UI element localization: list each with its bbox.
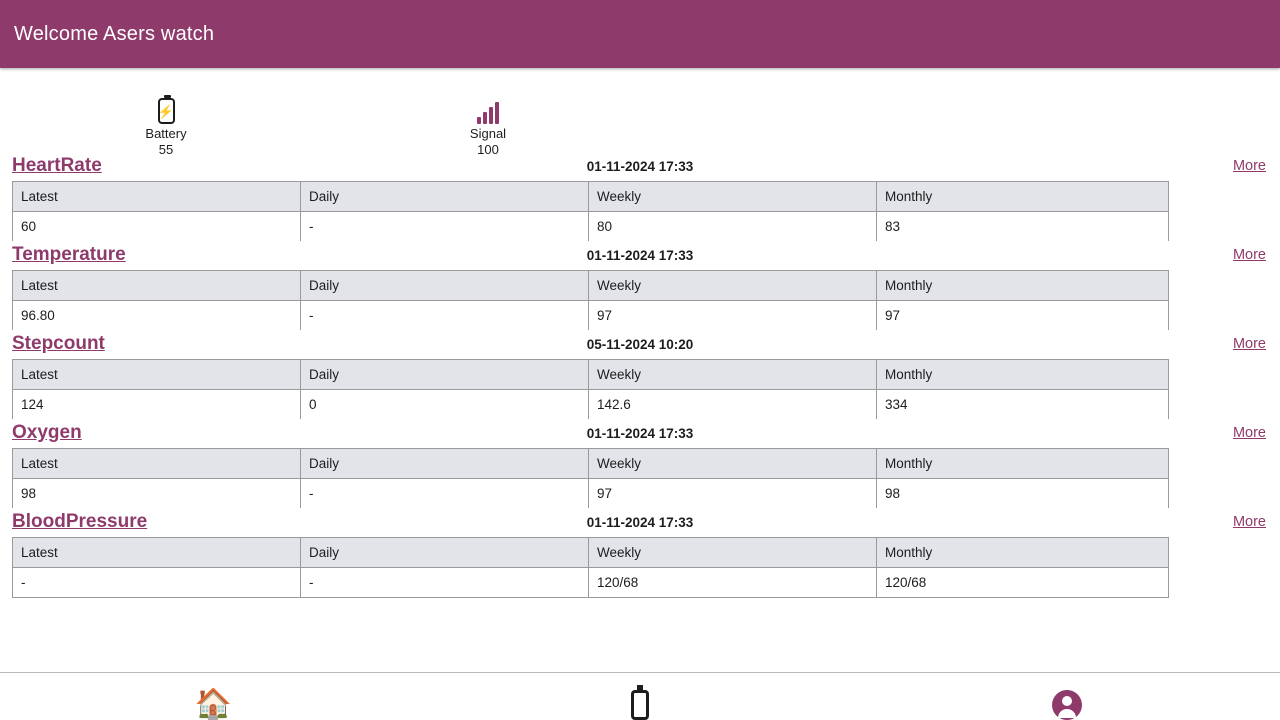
profile-icon (1052, 690, 1082, 720)
metric-date-oxygen: 01-11-2024 17:33 (586, 425, 694, 441)
metric-section-oxygen (12, 419, 1268, 508)
cell-weekly: 80 (589, 212, 877, 242)
cell-latest: - (13, 568, 301, 598)
table-header-row (13, 271, 1169, 301)
cell-monthly: 120/68 (877, 568, 1169, 598)
metric-table-temperature (12, 270, 1169, 330)
nav-home[interactable] (0, 673, 427, 720)
more-link-oxygen[interactable]: More (1232, 425, 1266, 441)
more-link-bloodpressure[interactable]: More (1232, 514, 1266, 530)
metric-header (12, 152, 1268, 180)
cell-weekly: 142.6 (589, 390, 877, 420)
metric-title-bloodpressure[interactable]: BloodPressure (12, 511, 148, 532)
status-battery (86, 94, 246, 158)
metric-header (12, 419, 1268, 447)
cell-daily: - (301, 568, 589, 598)
metric-table-bloodpressure (12, 537, 1169, 598)
nav-watch[interactable] (427, 673, 854, 720)
metric-title-oxygen[interactable]: Oxygen (12, 422, 82, 443)
metric-title-stepcount[interactable]: Stepcount (12, 333, 105, 354)
signal-value: 100 (477, 142, 499, 157)
column-header-latest: Latest (13, 538, 301, 568)
battery-label: Battery (145, 126, 187, 141)
table-row (13, 390, 1169, 420)
metric-header (12, 508, 1268, 536)
cell-daily: - (301, 301, 589, 331)
metric-section-bloodpressure (12, 508, 1268, 598)
cell-daily: - (301, 212, 589, 242)
metric-section-temperature (12, 241, 1268, 330)
column-header-weekly: Weekly (589, 449, 877, 479)
metric-section-heartrate (12, 152, 1268, 241)
column-header-daily: Daily (301, 271, 589, 301)
table-row (13, 301, 1169, 331)
column-header-latest: Latest (13, 271, 301, 301)
metric-title-heartrate[interactable]: HeartRate (12, 155, 102, 176)
column-header-weekly: Weekly (589, 182, 877, 212)
table-header-row (13, 449, 1169, 479)
metric-date-stepcount: 05-11-2024 10:20 (586, 336, 694, 352)
cell-weekly: 97 (589, 479, 877, 509)
column-header-monthly: Monthly (877, 538, 1169, 568)
cell-monthly: 334 (877, 390, 1169, 420)
app-header (0, 0, 1280, 68)
metric-date-heartrate: 01-11-2024 17:33 (586, 158, 694, 174)
cell-weekly: 120/68 (589, 568, 877, 598)
metric-date-bloodpressure: 01-11-2024 17:33 (586, 514, 694, 530)
column-header-monthly: Monthly (877, 182, 1169, 212)
device-status-strip (0, 68, 1280, 157)
metric-header (12, 241, 1268, 269)
metric-table-heartrate (12, 181, 1169, 241)
column-header-daily: Daily (301, 360, 589, 390)
column-header-latest: Latest (13, 360, 301, 390)
cell-latest: 124 (13, 390, 301, 420)
cell-daily: - (301, 479, 589, 509)
home-icon: 🏠 (194, 688, 233, 720)
status-signal (408, 94, 568, 158)
metric-date-temperature: 01-11-2024 17:33 (586, 247, 694, 263)
column-header-monthly: Monthly (877, 271, 1169, 301)
metric-section-stepcount (12, 330, 1268, 419)
column-header-daily: Daily (301, 449, 589, 479)
column-header-weekly: Weekly (589, 538, 877, 568)
cell-latest: 96.80 (13, 301, 301, 331)
cell-monthly: 98 (877, 479, 1169, 509)
metric-title-temperature[interactable]: Temperature (12, 244, 126, 265)
bottom-navigation (0, 672, 1280, 720)
table-header-row (13, 182, 1169, 212)
battery-value: 55 (158, 142, 174, 157)
cell-daily: 0 (301, 390, 589, 420)
more-link-heartrate[interactable]: More (1232, 158, 1266, 174)
more-link-temperature[interactable]: More (1232, 247, 1266, 263)
column-header-daily: Daily (301, 182, 589, 212)
table-row (13, 212, 1169, 242)
metrics-list (0, 152, 1280, 598)
column-header-monthly: Monthly (877, 360, 1169, 390)
cell-latest: 60 (13, 212, 301, 242)
table-header-row (13, 360, 1169, 390)
column-header-daily: Daily (301, 538, 589, 568)
column-header-latest: Latest (13, 449, 301, 479)
column-header-latest: Latest (13, 182, 301, 212)
metric-table-oxygen (12, 448, 1169, 508)
cell-monthly: 97 (877, 301, 1169, 331)
column-header-weekly: Weekly (589, 360, 877, 390)
metric-table-stepcount (12, 359, 1169, 419)
watch-icon (631, 690, 649, 720)
cell-weekly: 97 (589, 301, 877, 331)
nav-profile[interactable] (853, 673, 1280, 720)
table-row (13, 568, 1169, 598)
battery-icon: ⚡ (86, 94, 246, 124)
cell-monthly: 83 (877, 212, 1169, 242)
signal-label: Signal (469, 126, 507, 141)
metric-header (12, 330, 1268, 358)
column-header-weekly: Weekly (589, 271, 877, 301)
column-header-monthly: Monthly (877, 449, 1169, 479)
more-link-stepcount[interactable]: More (1232, 336, 1266, 352)
cell-latest: 98 (13, 479, 301, 509)
page-title: Welcome Asers watch (14, 22, 215, 45)
table-row (13, 479, 1169, 509)
signal-bars-icon (408, 94, 568, 124)
table-header-row (13, 538, 1169, 568)
